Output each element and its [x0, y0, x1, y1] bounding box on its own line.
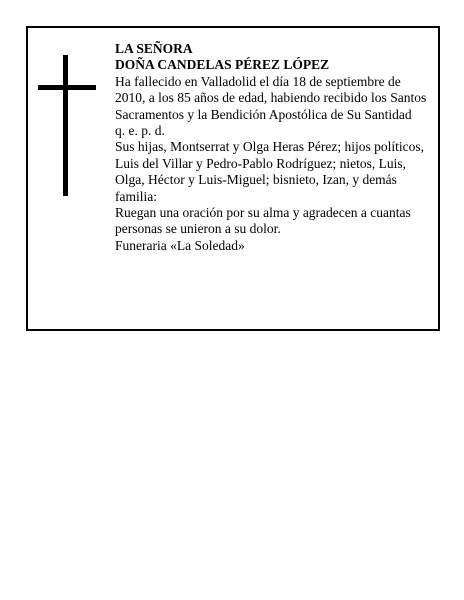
title-line-1: LA SEÑORA [115, 41, 193, 56]
obituary-notice [26, 26, 440, 331]
family-list: Sus hijas, Montserrat y Olga Heras Pérez; hijos políticos, Luis del Villar y Pedro-Pablo Rodríguez; nietos, Luis, Olga, Héctor y Luis-Miguel; bisnieto, Izan, y demás familia: [115, 139, 424, 204]
cross-horizontal-bar [38, 85, 96, 90]
deceased-name: DOÑA CANDELAS PÉREZ LÓPEZ [115, 57, 330, 73]
obituary-text [115, 41, 427, 254]
funeral-home: Funeraria «La Soledad» [115, 237, 245, 253]
cross-vertical-bar [63, 55, 68, 196]
death-announcement: Ha fallecido en Valladolid el día 18 de septiembre de 2010, a los 85 años de edad, habiendo recibido los Santos Sacramentos y la Bendición Apostólica de Su Santidad [115, 73, 427, 122]
rip-line: q. e. p. d. [115, 123, 165, 139]
cross-icon [38, 55, 98, 196]
prayer-request: Ruegan una oración por su alma y agradecen a cuantas personas se unieron a su dolor. [115, 205, 411, 237]
